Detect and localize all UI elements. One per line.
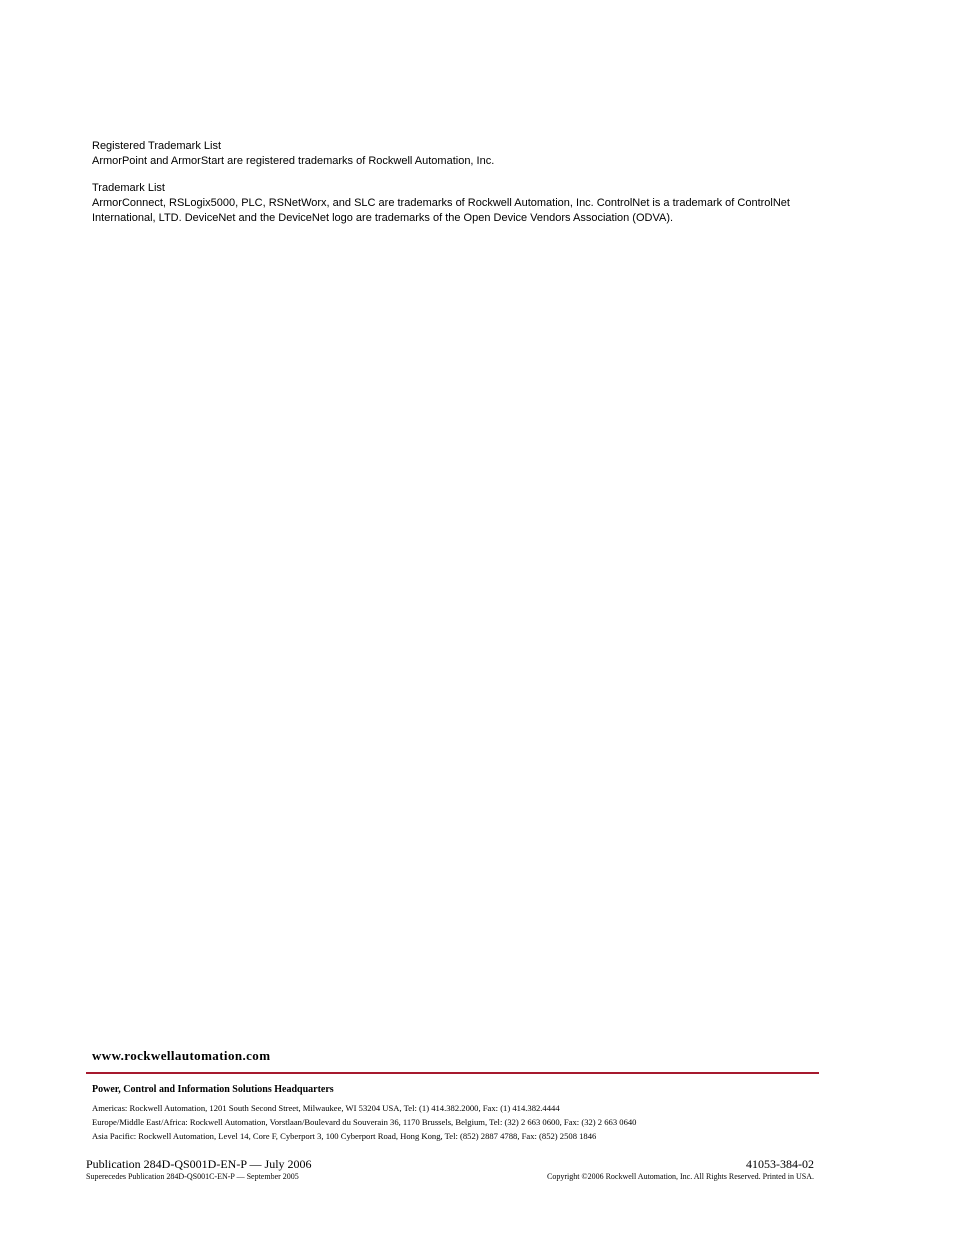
headquarters-title: Power, Control and Information Solutions Headquarters bbox=[92, 1084, 334, 1095]
footer-divider bbox=[86, 1072, 819, 1074]
publication-number: Publication 284D-QS001D-EN-P — July 2006 bbox=[86, 1157, 312, 1171]
headquarters-americas: Americas: Rockwell Automation, 1201 South Second Street, Milwaukee, WI 53204 USA, Tel: (1) 414.382.2000, Fax: (1) 414.382.4444 bbox=[92, 1103, 560, 1113]
document-number: 41053-384-02 bbox=[746, 1157, 814, 1171]
headquarters-europe: Europe/Middle East/Africa: Rockwell Automation, Vorstlaan/Boulevard du Souverain 36, 1170 Brussels, Belgium, Tel: (32) 2 663 0600, Fax: (32) 2 663 0640 bbox=[92, 1117, 637, 1127]
trademark-text-line-1: ArmorConnect, RSLogix5000, PLC, RSNetWorx, and SLC are trademarks of Rockwell Automation, Inc. ControlNet is a trademark of ControlNet bbox=[92, 197, 790, 209]
registered-trademark-heading: Registered Trademark List bbox=[92, 140, 221, 152]
trademark-heading: Trademark List bbox=[92, 182, 165, 194]
website-link[interactable]: www.rockwellautomation.com bbox=[92, 1048, 271, 1063]
headquarters-asia: Asia Pacific: Rockwell Automation, Level 14, Core F, Cyberport 3, 100 Cyberport Road, Hong Kong, Tel: (852) 2887 4788, Fax: (852) 2508 1846 bbox=[92, 1131, 597, 1141]
trademark-text-line-2: International, LTD. DeviceNet and the DeviceNet logo are trademarks of the Open Device Vendors Association (ODVA). bbox=[92, 212, 674, 224]
registered-trademark-text: ArmorPoint and ArmorStart are registered trademarks of Rockwell Automation, Inc. bbox=[92, 155, 495, 167]
copyright-notice: Copyright ©2006 Rockwell Automation, Inc. All Rights Reserved. Printed in USA. bbox=[547, 1172, 814, 1181]
supersedes-notice: Superecedes Publication 284D-QS001C-EN-P — September 2005 bbox=[86, 1172, 299, 1181]
